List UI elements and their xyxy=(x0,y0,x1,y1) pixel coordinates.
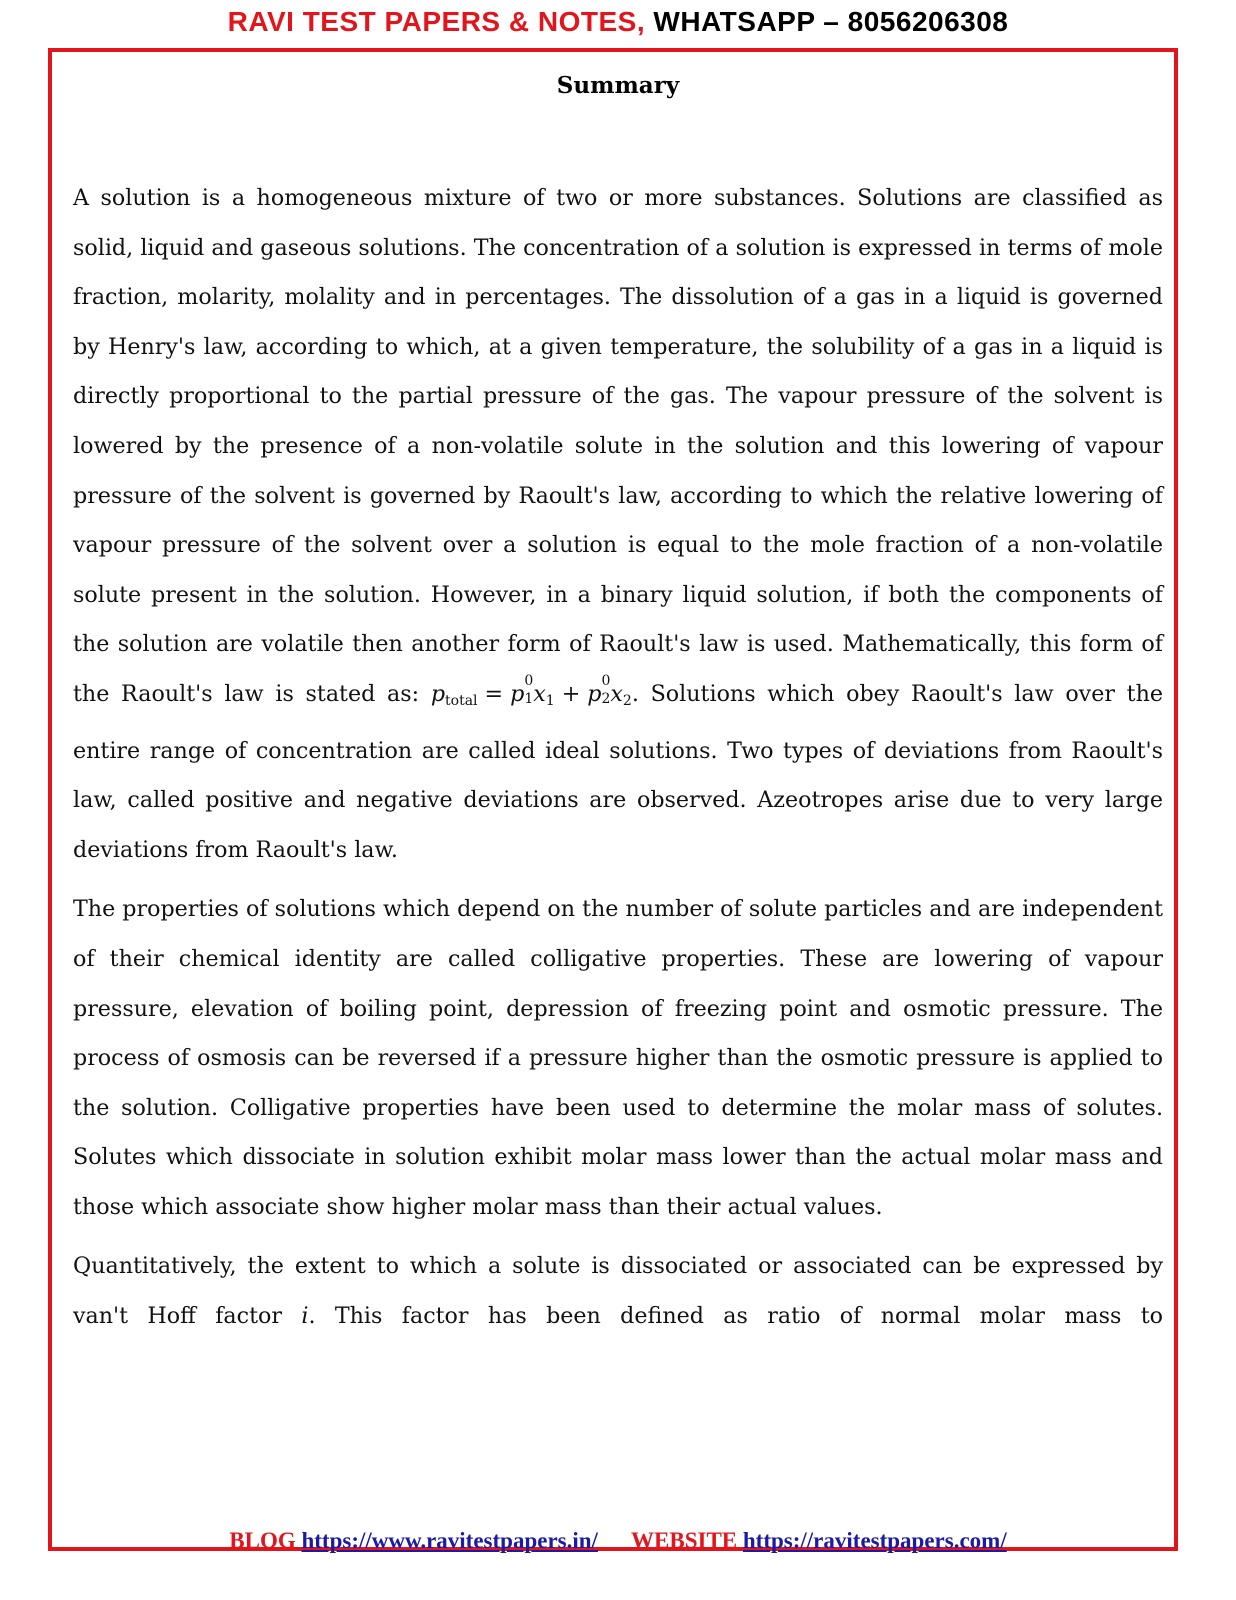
brand-name: RAVI TEST PAPERS & NOTES, xyxy=(227,6,646,37)
whatsapp-contact: WHATSAPP – 8056206308 xyxy=(653,6,1009,37)
document-body xyxy=(73,174,1163,1352)
vant-hoff-symbol: i xyxy=(301,1303,309,1330)
page-footer xyxy=(0,1528,1236,1554)
paragraph-1-text-b: Solutions which obey Raoult's law over the entire range of concentration are called ideal solutions. Two types of deviations from Raoult's law, called positive and negative deviations are observed. Azeotropes arise due to very large deviations from Raoult's law. xyxy=(73,680,1163,863)
website-link[interactable]: https://ravitestpapers.com/ xyxy=(742,1528,1007,1553)
website-label: WEBSITE xyxy=(631,1528,738,1553)
page-title: Summary xyxy=(556,72,680,99)
raoult-equation: $p_{total} = p$ 0 1 $x_1 + p$ 0 2 $x_2$. xyxy=(430,672,639,709)
blog-link[interactable]: https://www.ravitestpapers.in/ xyxy=(301,1528,598,1553)
paragraph-2: The properties of solutions which depend on the number of solute particles and are independent of their chemical identity are called colligative properties. These are lowering of vapour pressure, elevation of boiling point, depression of freezing point and osmotic pressure. The process of osmosis can be reversed if a pressure higher than the osmotic pressure is applied to the solution. Colligative properties have been used to determine the molar mass of solutes. Solutes which dissociate in solution exhibit molar mass lower than the actual molar mass and those which associate show higher molar mass than their actual values. xyxy=(73,896,1163,1220)
blog-label: BLOG xyxy=(229,1528,296,1553)
page-header xyxy=(0,6,1236,38)
paragraph-1 xyxy=(73,174,1163,875)
paragraph-1-text-a: A solution is a homogeneous mixture of two or more substances. Solutions are classified as solid, liquid and gaseous solutions. The concentration of a solution is expressed in terms of mole fraction, molarity, molality and in percentages. The dissolution of a gas in a liquid is governed by Henry's law, according to which, at a given temperature, the solubility of a gas in a liquid is directly proportional to the partial pressure of the gas. The vapour pressure of the solvent is lowered by the presence of a non-volatile solute in the solution and this lowering of vapour pressure of the solvent is governed by Raoult's law, according to which the relative lowering of vapour pressure of the solvent over a solution is equal to the mole fraction of a non-volatile solute present in the solution. However, in a binary liquid solution, if both the components of the solution are volatile then another form of Raoult's law is used. Mathematically, this form of the Raoult's law is stated as: xyxy=(73,185,1163,707)
paragraph-3: Quantitatively, the extent to which a solute is dissociated or associated can be expressed by van't Hoff factor i. This factor has been defined as ratio of normal molar mass to xyxy=(73,1253,1163,1330)
